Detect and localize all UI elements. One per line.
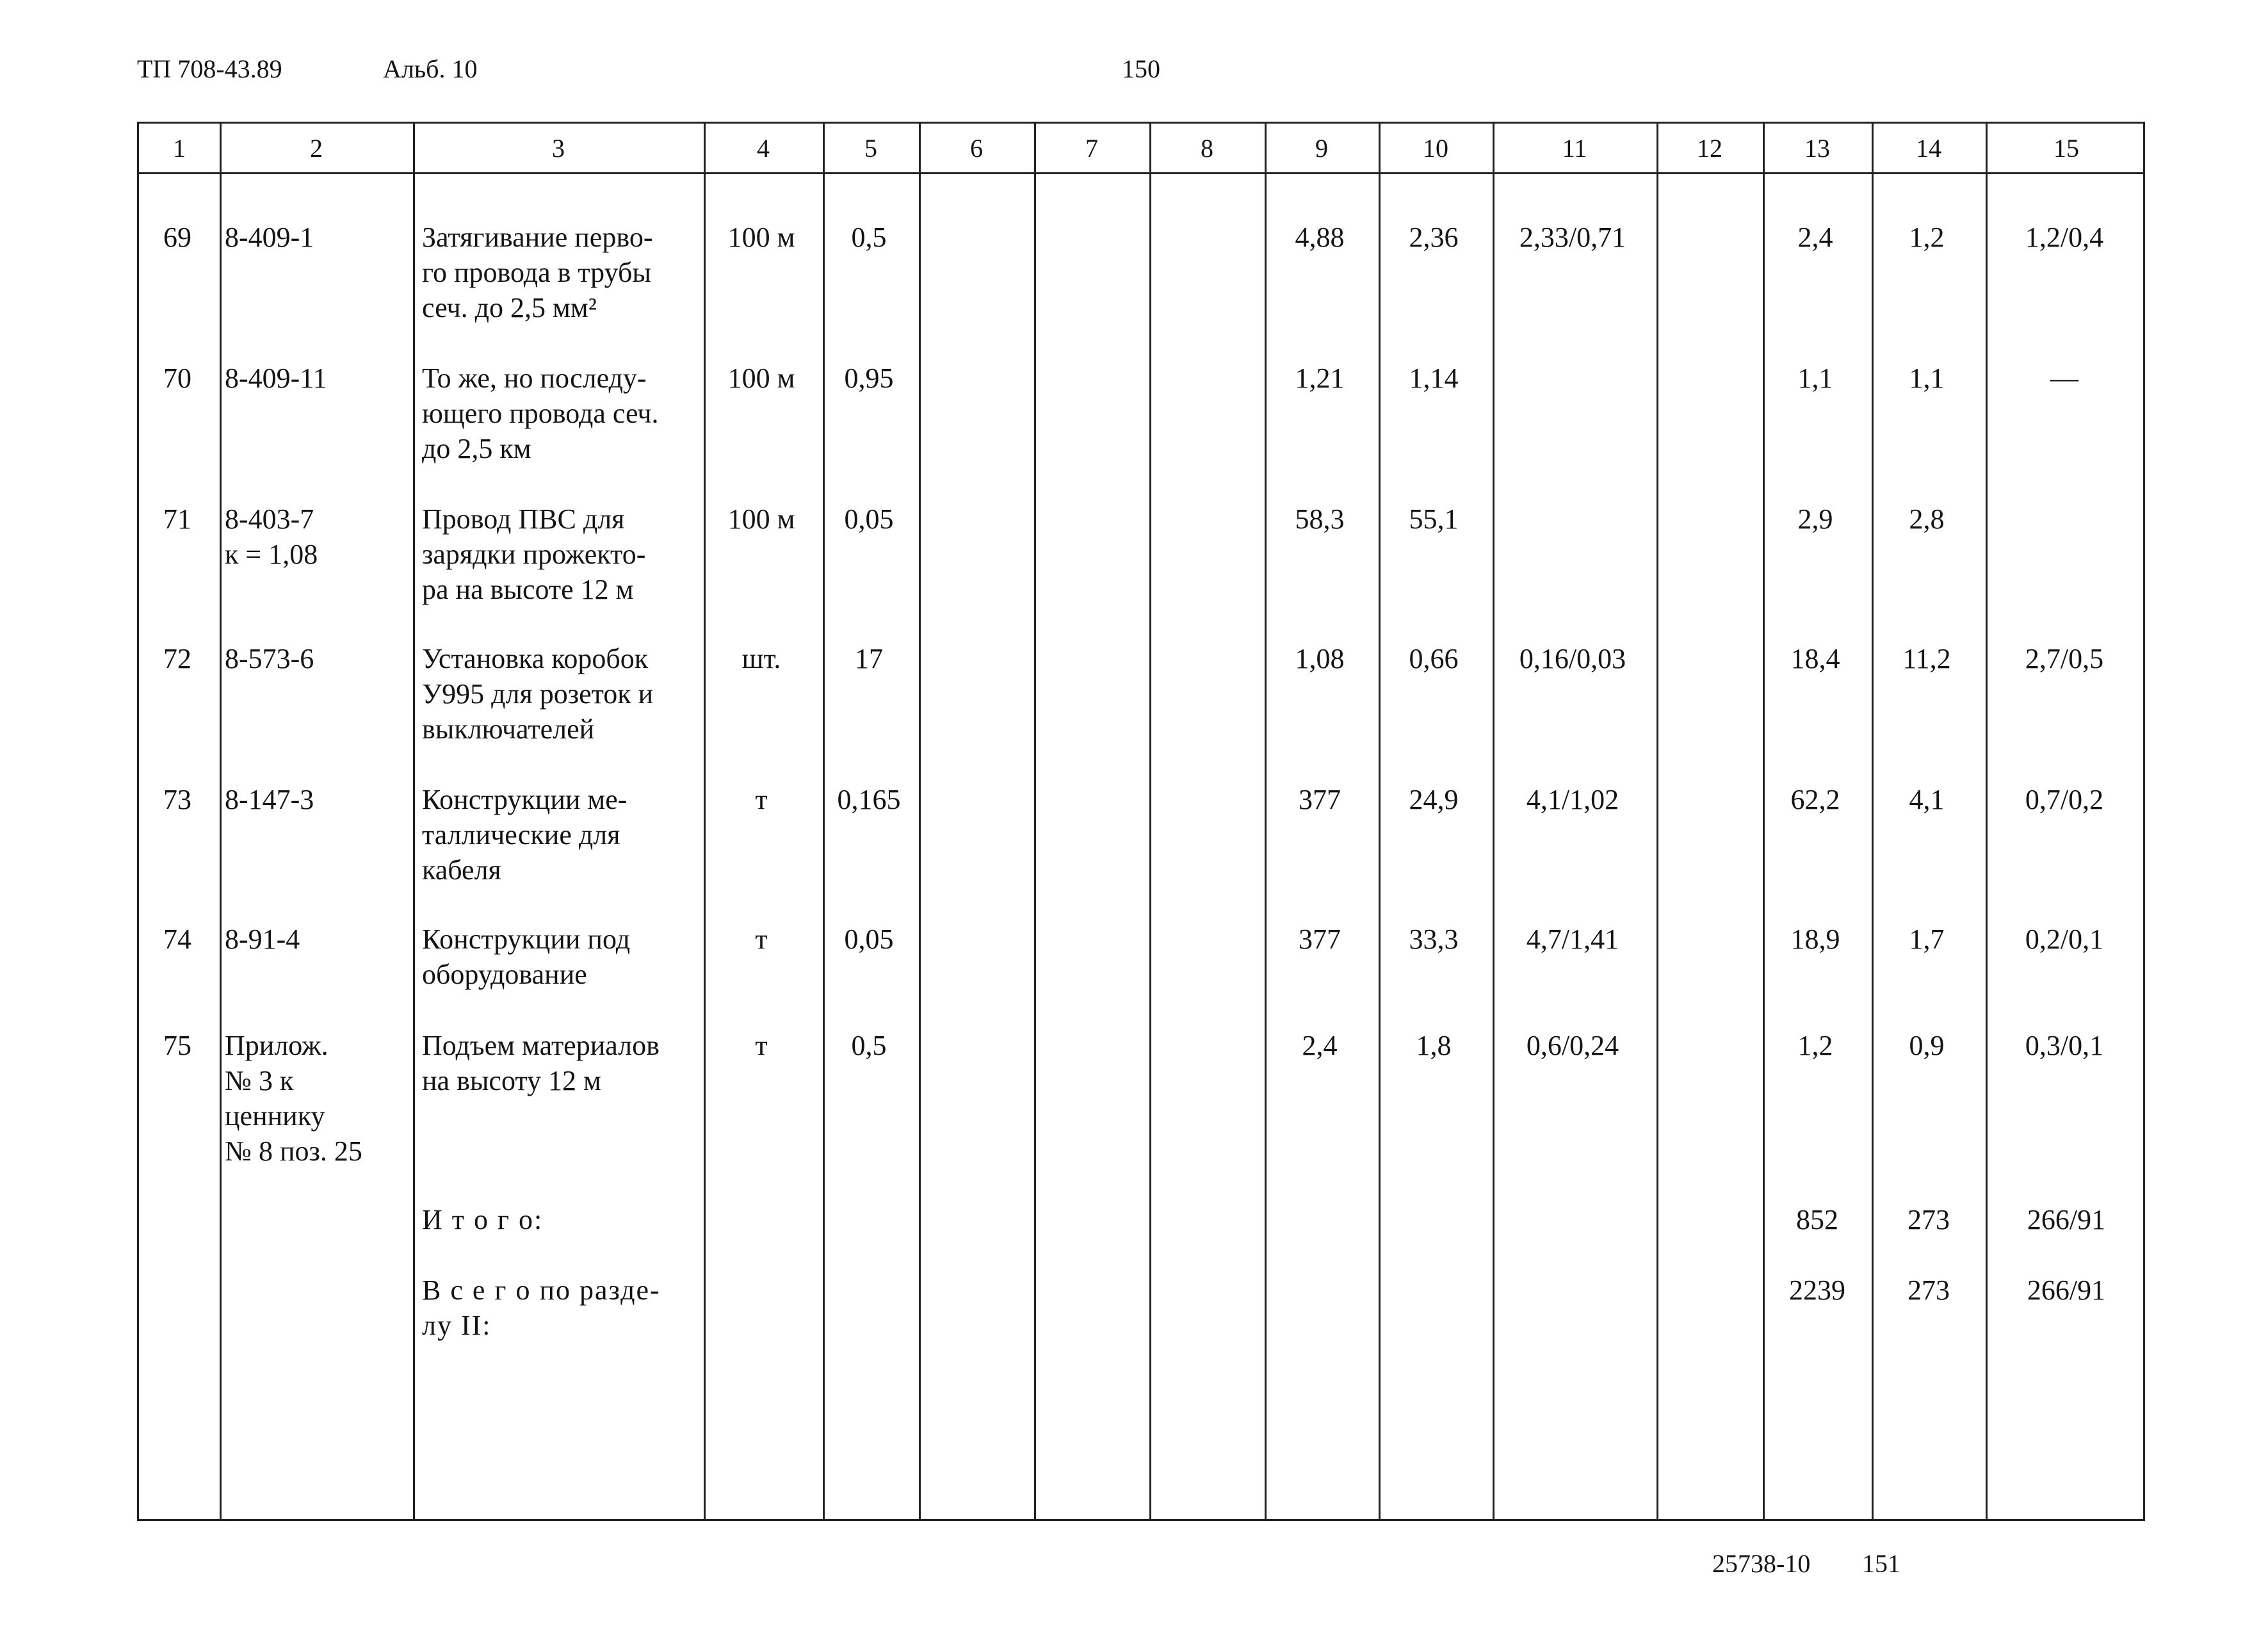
table-cell: 0,5 <box>851 1030 887 1061</box>
table-cell: 18,4 <box>1790 643 1840 674</box>
table-cell: 1,08 <box>1295 643 1345 674</box>
table-cell: Затягивание перво- го провода в трубы сеч. до 2,5 мм² <box>422 222 653 323</box>
table-cell: 2,9 <box>1797 503 1833 535</box>
table-cell: 24,9 <box>1409 784 1459 815</box>
table-cell: 0,05 <box>844 923 894 955</box>
table-cell: 74 <box>163 923 191 955</box>
table-cell: 0,6/0,24 <box>1526 1030 1619 1061</box>
column-header: 4 <box>757 133 770 163</box>
table-cell: 0,95 <box>844 362 894 394</box>
column-divider <box>1872 124 1874 1519</box>
column-header: 8 <box>1201 133 1213 163</box>
table-cell: 8-147-3 <box>225 784 314 815</box>
table-cell: 2,4 <box>1302 1030 1338 1061</box>
grand-total-value: 273 <box>1908 1274 1950 1306</box>
table-cell: 73 <box>163 784 191 815</box>
column-header: 13 <box>1804 133 1830 163</box>
grand-total-value: 2239 <box>1789 1274 1845 1306</box>
order-code: 25738-10 <box>1712 1549 1811 1578</box>
table-cell: 58,3 <box>1295 503 1345 535</box>
table-cell: 69 <box>163 222 191 253</box>
column-divider <box>823 124 825 1519</box>
table-cell: шт. <box>741 643 781 674</box>
table-cell: Конструкции под оборудование <box>422 923 631 990</box>
table-cell: т <box>755 923 768 955</box>
table-cell: 0,165 <box>837 784 901 815</box>
column-divider <box>413 124 415 1519</box>
grand-total-label: В с е г о по разде- лу II: <box>422 1274 661 1341</box>
column-header: 6 <box>970 133 983 163</box>
table-cell: 55,1 <box>1409 503 1459 535</box>
table-cell: 4,1 <box>1909 784 1945 815</box>
table-cell: 1,2/0,4 <box>2025 222 2104 253</box>
table-cell: 100 м <box>727 362 795 394</box>
column-header: 15 <box>2053 133 2079 163</box>
table-cell: 71 <box>163 503 191 535</box>
table-cell: 70 <box>163 362 191 394</box>
column-header: 9 <box>1315 133 1328 163</box>
table-cell: 72 <box>163 643 191 674</box>
table-cell: 2,8 <box>1909 503 1945 535</box>
table-cell: 4,1/1,02 <box>1526 784 1619 815</box>
table-cell: 0,7/0,2 <box>2025 784 2104 815</box>
column-header: 10 <box>1423 133 1448 163</box>
table-cell: 0,5 <box>851 222 887 253</box>
grand-total-value: 266/91 <box>2027 1274 2106 1306</box>
column-header: 3 <box>552 133 565 163</box>
column-divider <box>1763 124 1765 1519</box>
sheet-number: 151 <box>1862 1549 1900 1578</box>
column-header: 12 <box>1697 133 1722 163</box>
table-cell: 377 <box>1299 923 1341 955</box>
table-cell: 4,88 <box>1295 222 1345 253</box>
table-cell: 0,66 <box>1409 643 1459 674</box>
column-divider <box>1379 124 1381 1519</box>
table-cell: Конструкции ме- таллические для кабеля <box>422 784 628 886</box>
table-cell: 18,9 <box>1790 923 1840 955</box>
column-divider <box>1034 124 1036 1519</box>
column-divider <box>919 124 921 1519</box>
table-cell: 8-403-7 к = 1,08 <box>225 503 318 570</box>
table-cell: 0,3/0,1 <box>2025 1030 2104 1061</box>
estimate-table <box>137 122 2145 1521</box>
header-divider <box>139 172 2143 174</box>
table-cell: 17 <box>855 643 883 674</box>
column-divider <box>1986 124 1988 1519</box>
table-cell: 1,8 <box>1416 1030 1452 1061</box>
table-cell: — <box>2050 362 2078 394</box>
column-header: 7 <box>1085 133 1098 163</box>
table-cell: 8-409-1 <box>225 222 314 253</box>
total-label: И т о г о: <box>422 1204 544 1235</box>
table-cell: 0,9 <box>1909 1030 1945 1061</box>
table-cell: 2,36 <box>1409 222 1459 253</box>
table-cell: 8-573-6 <box>225 643 314 674</box>
table-cell: т <box>755 1030 768 1061</box>
column-divider <box>1493 124 1494 1519</box>
column-divider <box>220 124 222 1519</box>
table-cell: 0,16/0,03 <box>1519 643 1626 674</box>
table-cell: 100 м <box>727 503 795 535</box>
table-cell: 8-409-11 <box>225 362 327 394</box>
table-cell: Провод ПВС для зарядки прожекто- ра на высоте 12 м <box>422 503 646 605</box>
total-value: 273 <box>1908 1204 1950 1235</box>
total-value: 852 <box>1796 1204 1838 1235</box>
table-cell: 100 м <box>727 222 795 253</box>
column-divider <box>1265 124 1267 1519</box>
column-header: 1 <box>173 133 186 163</box>
column-divider <box>1656 124 1658 1519</box>
table-cell: Прилож. № 3 к ценнику № 8 поз. 25 <box>225 1030 362 1167</box>
table-cell: 0,2/0,1 <box>2025 923 2104 955</box>
table-cell: 11,2 <box>1902 643 1951 674</box>
page-number: 150 <box>1122 54 1160 83</box>
table-cell: т <box>755 784 768 815</box>
doc-code: ТП 708-43.89 <box>137 54 282 83</box>
table-cell: 2,33/0,71 <box>1519 222 1626 253</box>
total-value: 266/91 <box>2027 1204 2106 1235</box>
album-label: Альб. 10 <box>383 54 478 83</box>
table-cell: 0,05 <box>844 503 894 535</box>
table-cell: 62,2 <box>1790 784 1840 815</box>
table-cell: 2,7/0,5 <box>2025 643 2104 674</box>
column-header: 11 <box>1562 133 1587 163</box>
table-cell: 1,1 <box>1909 362 1945 394</box>
column-header: 14 <box>1916 133 1941 163</box>
table-cell: 1,21 <box>1295 362 1345 394</box>
table-cell: 8-91-4 <box>225 923 300 955</box>
table-cell: 33,3 <box>1409 923 1459 955</box>
table-cell: 377 <box>1299 784 1341 815</box>
table-cell: 2,4 <box>1797 222 1833 253</box>
table-cell: 1,1 <box>1797 362 1833 394</box>
table-cell: 1,2 <box>1797 1030 1833 1061</box>
column-divider <box>704 124 706 1519</box>
column-header: 2 <box>310 133 323 163</box>
column-divider <box>1149 124 1151 1519</box>
table-cell: 4,7/1,41 <box>1526 923 1619 955</box>
table-cell: 1,2 <box>1909 222 1945 253</box>
table-cell: То же, но последу- ющего провода сеч. до 2,5 км <box>422 362 659 464</box>
table-cell: 1,14 <box>1409 362 1459 394</box>
table-cell: Подъем материалов на высоту 12 м <box>422 1030 660 1096</box>
column-header: 5 <box>864 133 877 163</box>
table-cell: 75 <box>163 1030 191 1061</box>
table-cell: Установка коробок У995 для розеток и выключателей <box>422 643 654 745</box>
table-cell: 1,7 <box>1909 923 1945 955</box>
